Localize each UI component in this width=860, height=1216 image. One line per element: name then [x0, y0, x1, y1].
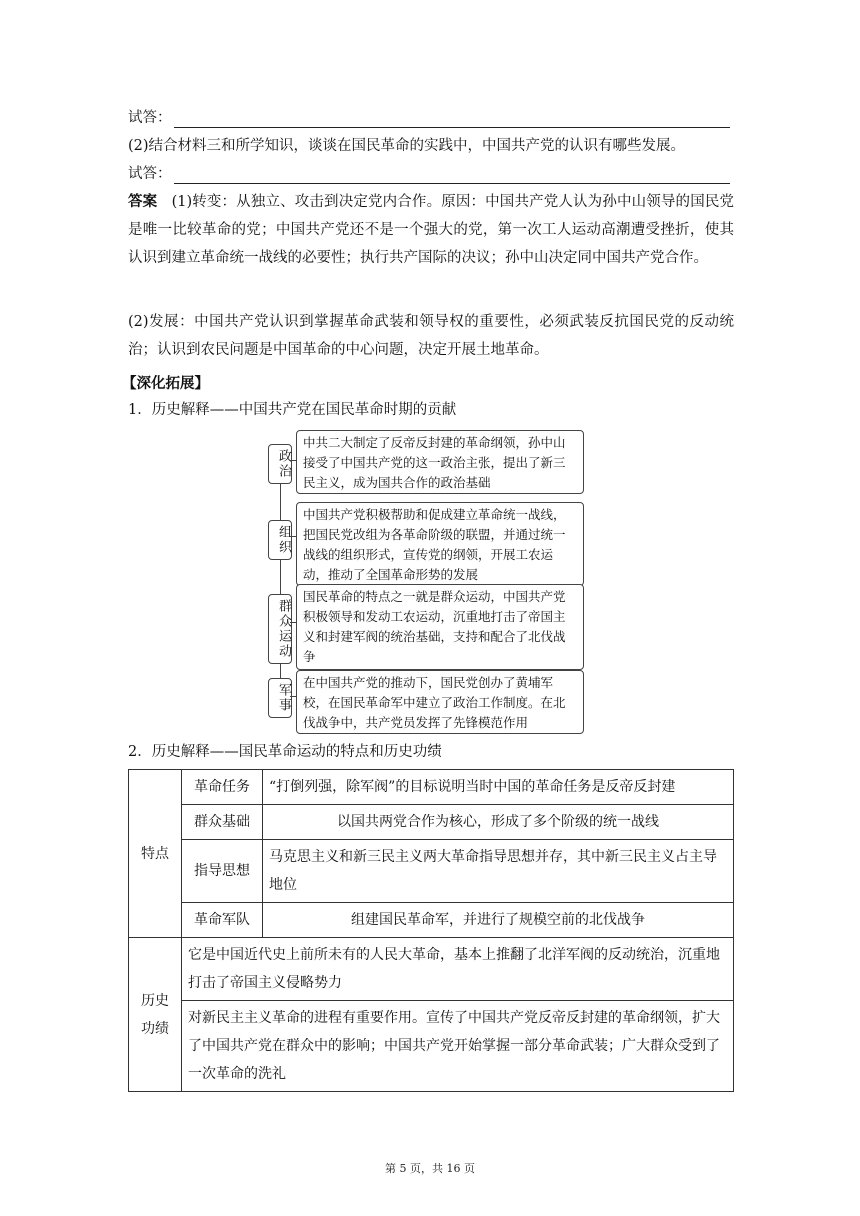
table-row: [129, 903, 734, 938]
characteristics-table: [128, 769, 734, 1092]
answer-blank-2[interactable]: [174, 169, 730, 184]
table-cell: 组建国民革命军，并进行了规模空前的北伐战争: [263, 903, 734, 938]
answer-part-2: (2)发展：中国共产党认识到掌握革命武装和领导权的重要性，必须武装反抗国民党的反动统治；认识到农民问题是中国革命的中心问题，决定开展土地革命。: [128, 314, 734, 358]
table-row: [129, 1001, 734, 1092]
table-cell: “打倒列强，除军阀”的目标说明当时中国的革命任务是反帝反封建: [263, 770, 734, 805]
table-cell: 它是中国近代史上前所未有的人民大革命，基本上推翻了北洋军阀的反动统治，沉重地打击了帝国主义侵略势力: [182, 938, 734, 1001]
diagram-label-organization: 组织: [268, 520, 292, 560]
table-row-label: 指导思想: [182, 840, 263, 903]
diagram-spine: [280, 450, 281, 705]
contribution-diagram: [266, 430, 596, 735]
table-group-label: 历史功绩: [129, 938, 182, 1092]
table-row: [129, 770, 734, 805]
answer-line-1: [128, 108, 730, 128]
table-row-label: 革命军队: [182, 903, 263, 938]
table-row-label: 革命任务: [182, 770, 263, 805]
item-1-title: 1．历史解释——中国共产党在国民革命时期的贡献: [128, 402, 457, 418]
table-group-label: 特点: [129, 770, 182, 938]
answer-part-1: [128, 188, 734, 272]
question-2: (2)结合材料三和所学知识，谈谈在国民革命的实践中，中国共产党的认识有哪些发展。: [128, 138, 686, 154]
item-2-title: 2．历史解释——国民革命运动的特点和历史功绩: [128, 744, 442, 760]
section-title: 【深化拓展】: [122, 376, 209, 392]
diagram-box-organization: 中国共产党积极帮助和促成建立革命统一战线，把国民党改组为各革命阶级的联盟，并通过统一战线的组织形式，宣传党的纲领，开展工农运动，推动了全国革命形势的发展: [296, 502, 584, 586]
answer-line-2: [128, 164, 730, 184]
table-row: [129, 938, 734, 1001]
answer-prefix-1: 试答：: [128, 110, 172, 126]
table-cell: 以国共两党合作为核心，形成了多个阶级的统一战线: [263, 805, 734, 840]
diagram-label-mass-movement: 群众运动: [268, 594, 292, 664]
page-footer: 第 5 页，共 16 页: [385, 1162, 475, 1175]
table-row-label: 群众基础: [182, 805, 263, 840]
table-cell: 马克思主义和新三民主义两大革命指导思想并存，其中新三民主义占主导地位: [263, 840, 734, 903]
diagram-box-military: 在中国共产党的推动下，国民党创办了黄埔军校，在国民革命军中建立了政治工作制度。在北伐战争中，共产党员发挥了先锋模范作用: [296, 670, 584, 734]
diagram-box-mass-movement: 国民革命的特点之一就是群众运动，中国共产党积极领导和发动工农运动，沉重地打击了帝国主义和封建军阀的统治基础，支持和配合了北伐战争: [296, 584, 584, 670]
answer-prefix-2: 试答：: [128, 166, 172, 182]
diagram-label-politics: 政治: [268, 444, 292, 484]
table-row: [129, 805, 734, 840]
diagram-box-politics: 中共二大制定了反帝反封建的革命纲领，孙中山接受了中国共产党的这一政治主张，提出了新三民主义，成为国共合作的政治基础: [296, 430, 584, 494]
answer-blank-1[interactable]: [174, 113, 730, 128]
table-row: [129, 840, 734, 903]
diagram-label-military: 军事: [268, 678, 292, 718]
answer-label: 答案: [128, 194, 158, 210]
answer-part-1-text: (1)转变：从独立、攻击到决定党内合作。原因：中国共产党人认为孙中山领导的国民党是唯一比较革命的党；中国共产党还不是一个强大的党，第一次工人运动高潮遭受挫折，使其认识到建立革命统一战线的必要性；执行共产国际的决议；孙中山决定同中国共产党合作。: [128, 194, 734, 266]
table-cell: 对新民主主义革命的进程有重要作用。宣传了中国共产党反帝反封建的革命纲领，扩大了中国共产党在群众中的影响；中国共产党开始掌握一部分革命武装；广大群众受到了一次革命的洗礼: [182, 1001, 734, 1092]
